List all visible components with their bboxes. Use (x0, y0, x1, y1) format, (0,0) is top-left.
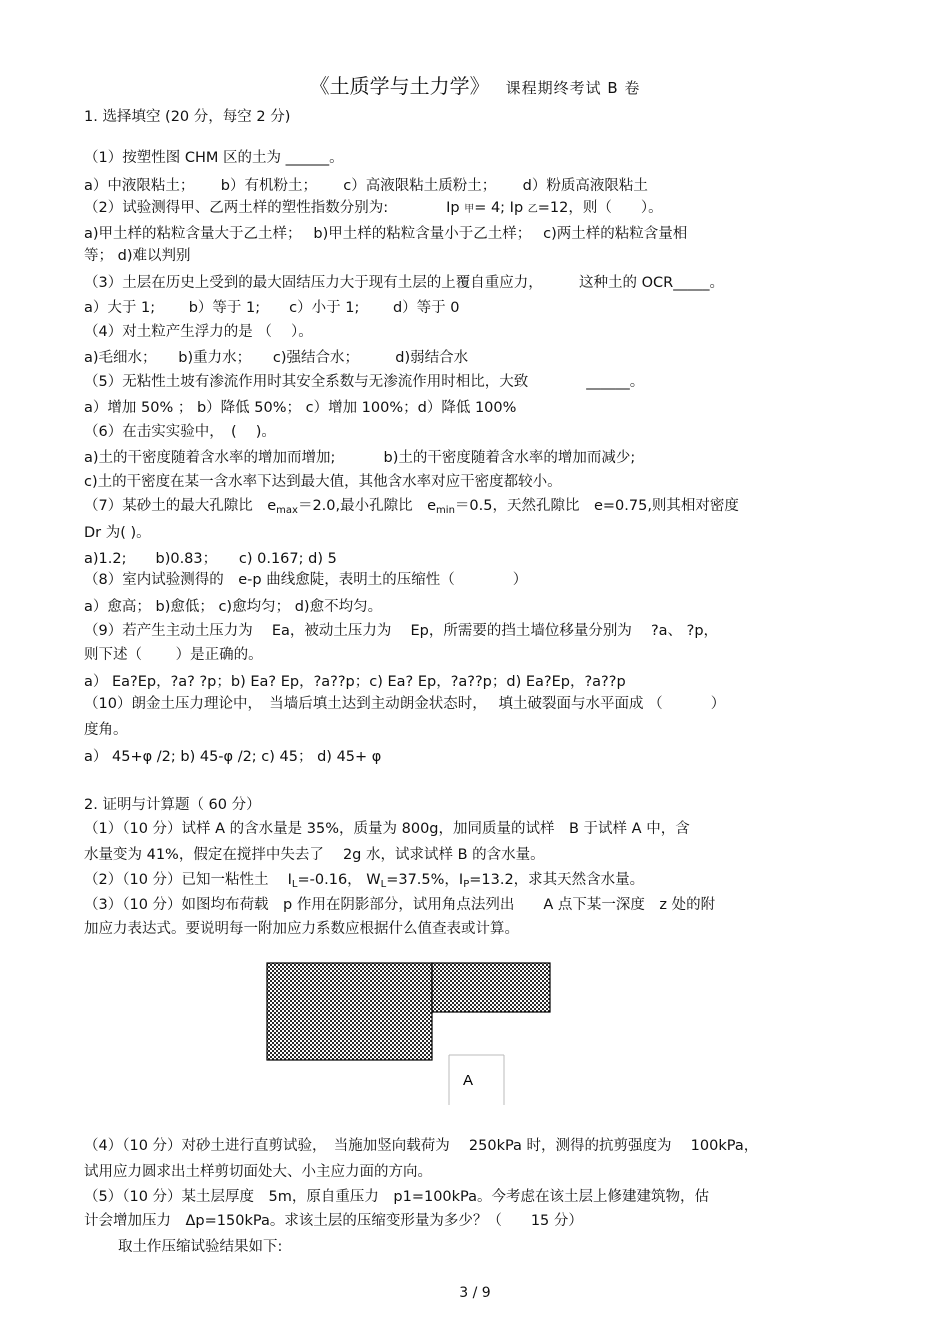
p2-sub-p: P (463, 879, 470, 890)
q2-options-1: a)甲土样的粘粒含量大于乙土样； b)甲土样的粘粒含量小于乙土样； c)两土样的粘粒含量相 (84, 226, 688, 242)
q8-options: a）愈高； b)愈低； c)愈均匀； d)愈不均匀。 (84, 599, 383, 615)
q6-options-2: c)土的干密度在某一含水率下达到最大值，其他含水率对应干密度都较小。 (84, 474, 562, 490)
q9-stem-2: 则下述（ ）是正确的。 (84, 647, 263, 663)
q4-options: a)毛细水； b)重力水； c)强结合水； d)弱结合水 (84, 350, 469, 366)
q7-stem-b: ＝2.0,最小孔隙比 e (297, 498, 437, 514)
hatched-area-right (432, 963, 550, 1012)
load-area-figure (266, 960, 556, 1110)
q9-stem-1: （9）若产生主动土压力为 Ea，被动土压力为 Ep，所需要的挡土墙位移量分别为 ?a、 ?p， (84, 623, 719, 639)
q10-stem-2: 度角。 (84, 722, 128, 738)
q7-sub-max: max (276, 505, 298, 516)
q10-stem-1: （10）朗金土压力理论中， 当墙后填土达到主动朗金状态时， 填土破裂面与水平面成 （ ） (84, 696, 726, 712)
hatched-area-left (267, 963, 432, 1060)
q2-options-2: 等； d)难以判别 (84, 248, 191, 264)
q6-options-1: a)土的干密度随着含水率的增加而增加; b)土的干密度随着含水率的增加而减少; (84, 450, 636, 466)
title-sub: 课程期终考试 B 卷 (505, 79, 641, 97)
p4-line1: （4）（10 分）对砂土进行直剪试验， 当施加竖向载荷为 250kPa 时，测得的抗剪强度为 100kPa， (84, 1138, 759, 1154)
section1-heading: 1. 选择填空 (20 分，每空 2 分) (84, 109, 291, 125)
p2-line (84, 870, 866, 895)
p2-d: =13.2，求其天然含水量。 (469, 872, 645, 888)
point-a-label: A (463, 1072, 474, 1089)
q6-stem: （6）在击实实验中， ( )。 (84, 424, 276, 440)
q10-options: a） 45+φ /2; b) 45-φ /2; c) 45； d) 45+ φ (84, 749, 382, 765)
q4-stem: （4）对土粒产生浮力的是 （ ）。 (84, 324, 313, 340)
q2-stem-a: （2）试验测得甲、乙两土样的塑性指数分别为: Ip (84, 200, 465, 216)
p1-line2: 水量变为 41%，假定在搅拌中失去了 2g 水，试求试样 B 的含水量。 (84, 847, 545, 863)
q2-sub-a: 甲 (464, 204, 475, 215)
p3-line2: 加应力表达式。要说明每一附加应力系数应根据什么值查表或计算。 (84, 921, 519, 937)
p4-line2: 试用应力圆求出土样剪切面处大、小主应力面的方向。 (84, 1164, 432, 1180)
q1-stem: （1）按塑性图 CHM 区的土为 ______。 (84, 150, 344, 166)
q7-stem-c: ＝0.5，天然孔隙比 e=0.75,则其相对密度 (454, 498, 739, 514)
q1-options: a）中液限粘土； b）有机粉土； c）高液限粘土质粉土； d）粉质高液限粘土 (84, 178, 648, 194)
title-main: 《土质学与土力学》 (309, 74, 490, 98)
q8-stem: （8）室内试验测得的 e-p 曲线愈陡，表明土的压缩性（ ） (84, 572, 528, 588)
q5-stem: （5）无粘性土坡有渗流作用时其安全系数与无渗流作用时相比，大致 ______。 (84, 374, 645, 390)
q2-stem-c: =12，则（ ）。 (537, 200, 663, 216)
p5-line1: （5）（10 分）某土层厚度 5m，原自重压力 p1=100kPa。今考虑在该土层上修建建筑物，估 (84, 1189, 710, 1205)
q3-options: a）大于 1; b）等于 1; c）小于 1; d）等于 0 (84, 300, 460, 316)
q7-options: a)1.2; b)0.83； c) 0.167; d) 5 (84, 551, 337, 567)
p2-sub-l: L (291, 879, 298, 890)
p5-line2: 计会增加压力 Δp=150kPa。求该土层的压缩变形量为多少？（ 15 分） (84, 1213, 583, 1229)
p2-c: =37.5%，I (386, 872, 464, 888)
q5-options: a）增加 50% ； b）降低 50%； c）增加 100%；d）降低 100% (84, 400, 517, 416)
p3-line1: （3）（10 分）如图均布荷载 p 作用在阴影部分，试用角点法列出 A 点下某一深度 z 处的附 (84, 897, 716, 913)
q3-stem: （3）土层在历史上受到的最大固结压力大于现有土层的上覆自重应力， 这种土的 OCR_____。 (84, 275, 724, 291)
p2-a: （2）（10 分）已知一粘性土 I (84, 872, 292, 888)
q2-stem-b: = 4; Ip (474, 200, 528, 216)
q9-options: a） Ea?Ep，?a? ?p；b) Ea? Ep，?a??p；c) Ea? Ep，?a??p；d) Ea?Ep，?a??p (84, 674, 626, 690)
q7-sub-min: min (436, 505, 455, 516)
section2-heading: 2. 证明与计算题（ 60 分） (84, 797, 261, 813)
q7-stem (84, 496, 866, 521)
exam-title (0, 73, 950, 101)
p2-b: =-0.16， W (297, 872, 381, 888)
p1-line1: （1）（10 分）试样 A 的含水量是 35%，质量为 800g，加同质量的试样 B 于试样 A 中，含 (84, 821, 690, 837)
q2-sub-b: 乙 (527, 204, 538, 215)
p5-line3: 取土作压缩试验结果如下: (118, 1239, 283, 1255)
p2-sub-w: L (380, 879, 387, 890)
page-number: 3 / 9 (459, 1285, 491, 1301)
q2-stem (84, 198, 866, 220)
q7-stem-2: Dr 为( )。 (84, 525, 151, 541)
q7-stem-a: （7）某砂土的最大孔隙比 e (84, 498, 277, 514)
